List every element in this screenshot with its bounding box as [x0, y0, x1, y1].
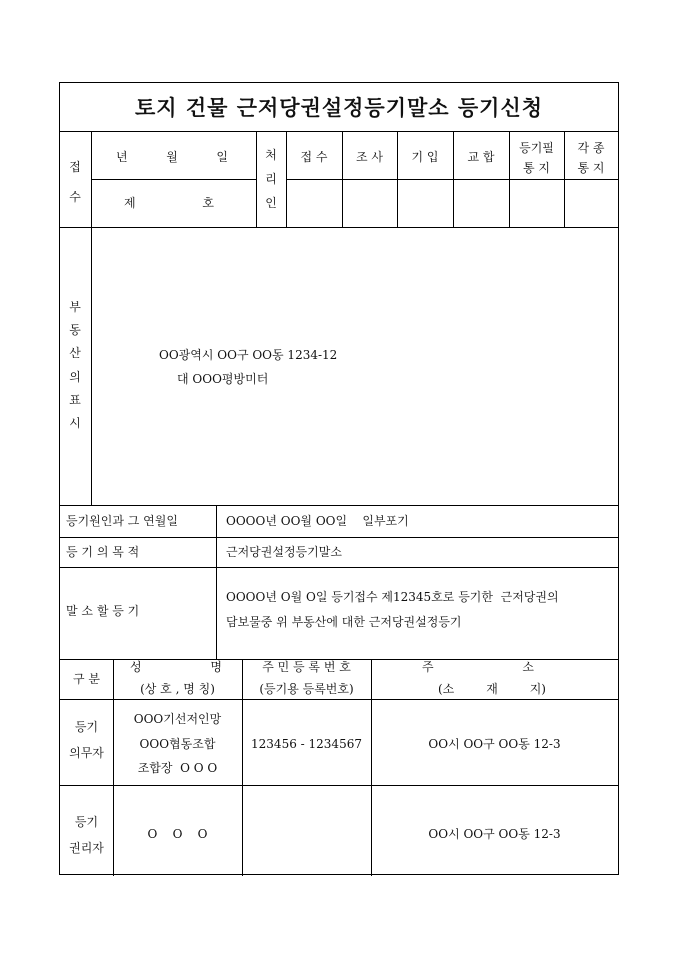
divider	[91, 227, 92, 505]
obligee-label-line-2: 권리자	[69, 841, 104, 855]
divider	[60, 567, 618, 568]
divider	[60, 227, 618, 228]
address-header-part: 소	[522, 660, 534, 674]
parties-address-header	[422, 661, 534, 673]
processor-label-char: 인	[265, 196, 277, 210]
registration-application-form	[59, 82, 619, 875]
parties-address-subheader	[438, 683, 546, 695]
address-subheader-part: (소	[438, 682, 455, 696]
property-label-char: 시	[69, 415, 81, 430]
divider	[60, 537, 618, 538]
form-title: 토지 건물 근저당권설정등기말소 등기신청	[60, 83, 618, 132]
property-label-char: 동	[69, 323, 81, 338]
property-label-char: 부	[69, 300, 81, 314]
reception-number	[124, 197, 214, 209]
cancel-line-2: 담보물중 위 부동산에 대한 근저당권설정등기	[226, 615, 462, 629]
parties-name-header	[130, 661, 222, 673]
obligor-id-number: 123456 - 1234567	[251, 737, 362, 751]
processor-label-char: 처	[265, 148, 277, 162]
reception-date	[116, 151, 228, 163]
col-investigation: 조 사	[356, 150, 383, 164]
cancel-line-1: OOOO년 O월 O일 등기접수 제12345호로 등기한 근저당권의	[226, 590, 559, 604]
parties-id-header: 주 민 등 록 번 호	[262, 660, 351, 674]
address-subheader-part: 재	[486, 682, 498, 696]
divider	[256, 131, 257, 227]
obligee-label-line-1: 등기	[74, 815, 99, 829]
parties-category-header: 구 분	[73, 672, 100, 686]
property-label-char: 의	[69, 369, 81, 384]
divider	[60, 785, 618, 786]
number-prefix-label: 제	[124, 196, 136, 210]
date-year-label: 년	[116, 150, 128, 164]
obligor-label-line-2: 의무자	[69, 746, 104, 760]
obligor-name-line-3: 조합장 O O O	[137, 761, 218, 775]
name-header-part: 성	[130, 660, 142, 674]
date-day-label: 일	[216, 150, 228, 164]
number-suffix-label: 호	[202, 196, 214, 210]
property-address: OO광역시 OO구 OO동 1234-12	[159, 348, 338, 362]
reception-label	[65, 161, 85, 203]
address-header-part: 주	[422, 660, 434, 674]
divider	[371, 659, 372, 876]
cause-label: 등기원인과 그 연월일	[66, 514, 178, 528]
reception-label-char: 접	[69, 160, 81, 174]
col-collation: 교 합	[467, 150, 495, 164]
obligor-label-line-1: 등기	[74, 720, 99, 734]
col-completion-notice: 등기필 통 지	[519, 141, 554, 175]
obligee-name: O O O	[147, 827, 208, 841]
parties-id-subheader: (등기용 등록번호)	[259, 682, 354, 696]
divider	[60, 699, 618, 700]
divider	[286, 179, 618, 180]
col-various-notice: 각 종 통 지	[577, 141, 605, 175]
property-label	[65, 301, 85, 429]
divider	[60, 505, 618, 506]
cause-value: OOOO년 OO월 OO일 일부포기	[226, 514, 409, 528]
obligor-address: OO시 OO구 OO동 12-3	[428, 737, 561, 751]
property-label-char: 표	[69, 392, 81, 407]
processor-label	[261, 149, 281, 209]
processor-label-char: 리	[265, 172, 277, 186]
date-month-label: 월	[166, 150, 178, 164]
parties-name-subheader: (상 호 , 명 칭)	[140, 682, 215, 696]
purpose-label: 등 기 의 목 적	[66, 545, 140, 559]
obligor-name-line-1: OOO기선저인망	[133, 712, 222, 726]
divider	[91, 179, 256, 180]
col-reception: 접 수	[300, 150, 328, 164]
reception-label-char: 수	[69, 190, 81, 204]
property-label-char: 산	[69, 346, 81, 361]
divider	[216, 505, 217, 659]
obligee-address: OO시 OO구 OO동 12-3	[428, 827, 561, 841]
property-area: 대 OOO평방미터	[177, 372, 269, 386]
purpose-value: 근저당권설정등기말소	[226, 545, 342, 559]
address-subheader-part: 지)	[529, 682, 546, 696]
col-entry: 기 입	[411, 150, 439, 164]
obligor-name-line-2: OOO협동조합	[139, 737, 216, 751]
name-header-part: 명	[210, 660, 222, 674]
cancel-label: 말 소 할 등 기	[66, 604, 140, 618]
